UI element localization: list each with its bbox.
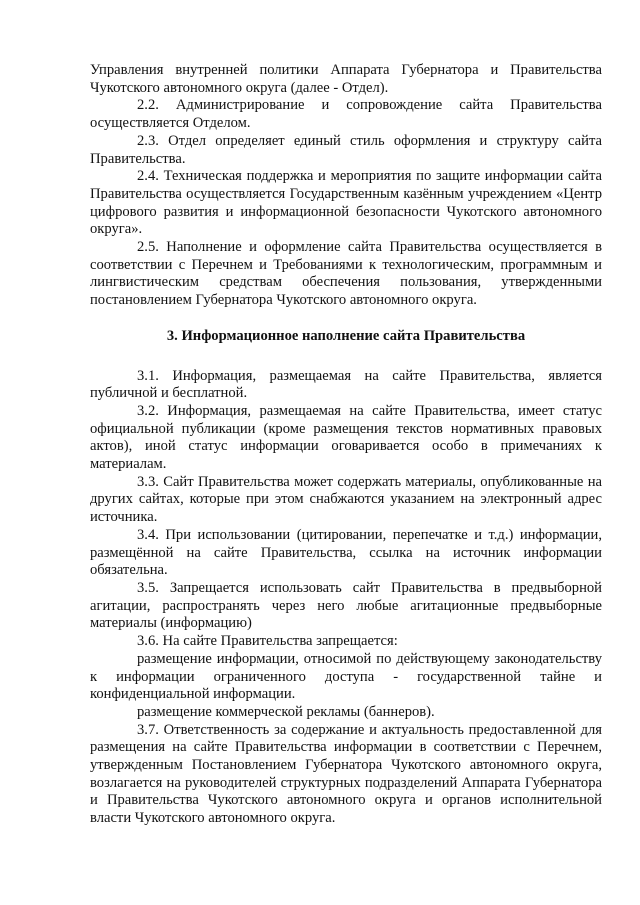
section-3-heading: 3. Информационное наполнение сайта Правительства: [166, 327, 526, 344]
paragraph-2-5: 2.5. Наполнение и оформление сайта Правительства осуществляется в соответствии с Перечнем и Требованиями к технологическим, программным и лингвистическим средствам обеспечения пользования, утвержденными постановлением Губернатора Чукотского автономного округа.: [90, 239, 602, 309]
paragraph-3-5: 3.5. Запрещается использовать сайт Правительства в предвыборной агитации, распространять через него любые агитационные предвыборные материалы (информацию): [90, 579, 602, 632]
list-item-commercial-ads: размещение коммерческой рекламы (баннеров).: [137, 703, 435, 720]
paragraph-continuation: Управления внутренней политики Аппарата Губернатора и Правительства Чукотского автономного округа (далее - Отдел).: [90, 62, 602, 96]
paragraph-2-4: 2.4. Техническая поддержка и мероприятия по защите информации сайта Правительства осуществляется Государственным казённым учреждением «Центр цифрового развития и информационной безопасности Чукотского автономного округа».: [90, 168, 602, 238]
paragraph-2-2: 2.2. Администрирование и сопровождение сайта Правительства осуществляется Отделом.: [90, 97, 602, 132]
paragraph-3-3: 3.3. Сайт Правительства может содержать материалы, опубликованные на других сайтах, которые при этом снабжаются указанием на электронный адрес источника.: [90, 473, 602, 526]
list-item-restricted-info: размещение информации, относимой по действующему законодательству к информации ограниченного доступа - государственной тайне и конфиденциальной информации.: [90, 650, 602, 703]
paragraph-3-2: 3.2. Информация, размещаемая на сайте Правительства, имеет статус официальной публикации (кроме размещения текстов нормативных правовых актов), иной статус информации оговаривается особо в примечаниях к материалам.: [90, 402, 602, 473]
paragraph-2-3: 2.3. Отдел определяет единый стиль оформления и структуру сайта Правительства.: [90, 132, 602, 167]
paragraph-3-1: 3.1. Информация, размещаемая на сайте Правительства, является публичной и бесплатной.: [90, 367, 602, 402]
paragraph-3-7: 3.7. Ответственность за содержание и актуальность предоставленной для размещения на сайте Правительства информации в соответствии с Перечнем, утвержденным Постановлением Губернатора Чукотского автономного округа, возлагается на руководителей структурных подразделений Аппарата Губернатора и Правительства Чукотского автономного округа и органов исполнительной власти Чукотского автономного округа.: [90, 721, 602, 827]
paragraph-3-4: 3.4. При использовании (цитировании, перепечатке и т.д.) информации, размещённой на сайте Правительства, ссылка на источник информации обязательна.: [90, 526, 602, 579]
paragraph-3-6: 3.6. На сайте Правительства запрещается:: [137, 633, 398, 650]
